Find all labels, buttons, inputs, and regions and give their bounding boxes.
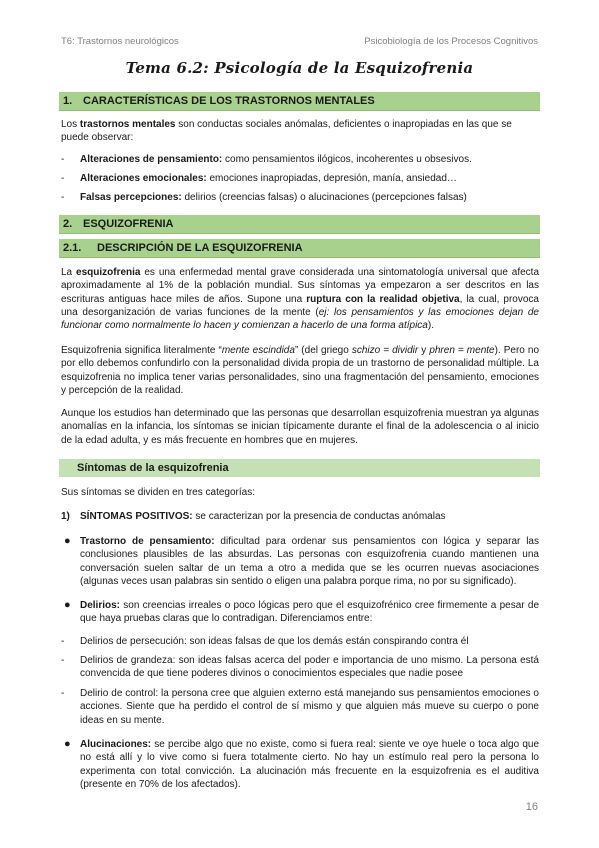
paragraph-onset: Aunque los estudios han determinado que las personas que desarrollan esquizofrenia muestran ya algunas anomalías en la infancia, los síntomas se inician típicamente durante el final de la adolescencia o al inicio de la edad adulta, y es más frecuente en hombres que en mujeres.: [61, 408, 539, 446]
list-item: - Delirios de grandeza: son ideas falsas acerca del poder e importancia de uno mismo. La persona está convencida de que tiene poderes divinos o conocimientos especiales que nadie posee: [61, 655, 539, 680]
category-positive: 1) SÍNTOMAS POSITIVOS: se caracterizan por la presencia de conductas anómalas: [61, 511, 446, 522]
bullet-delusions: ● Delirios: son creencias irreales o poco lógicas pero que el esquizofrénico cree firmemente a pesar de que haya pruebas claras que lo contradigan. Diferenciamos entre:: [64, 599, 539, 625]
section-1-heading: [59, 92, 540, 111]
section-2-1-number: 2.1.: [63, 242, 82, 254]
section-1-title: CARACTERÍSTICAS DE LOS TRASTORNOS MENTALES: [83, 95, 375, 107]
section-2-title: ESQUIZOFRENIA: [83, 218, 174, 230]
bullet-hallucinations: ● Alucinaciones: se percibe algo que no existe, como si fuera real: siente ve oye huele o toca algo que no está allí y lo vive como si fuera totalmente cierto. No hay un estímulo real pero la persona lo experimenta con total convicción. La alucinación más frecuente en la esquizofrenia es el auditiva (presente en 70% de los afectados).: [64, 738, 539, 790]
symptoms-intro: Sus síntomas se dividen en tres categorías:: [61, 487, 255, 498]
bullet-thought-disorder: ● Trastorno de pensamiento: dificultad para ordenar sus pensamientos con lógica y separar las conclusiones plausibles de las absurdas. Las personas con esquizofrenia cuando mantienen una conversación suelen saltar de un tema a otro a medida que se les ocurren nuevas asociaciones (algunas veces usan palabras sin sentido o eligen una palabra porque rima, no por su significado).: [64, 535, 539, 587]
section-1-number: 1.: [63, 95, 73, 107]
section-2-heading: [59, 215, 540, 234]
header-left: T6: Trastornos neurológicos: [61, 36, 179, 47]
list-item: - Delirios de persecución: son ideas falsas de que los demás están conspirando contra él: [61, 636, 469, 647]
page-title: Tema 6.2: Psicología de la Esquizofrenia: [125, 59, 474, 77]
section-2-1-heading: [59, 239, 540, 258]
section-1-intro: Los trastornos mentales son conductas sociales anómalas, deficientes o inapropiadas en las que se puede observar:: [61, 119, 512, 144]
paragraph-definition: La esquizofrenia es una enfermedad mental grave considerada una sintomatología universal que afecta aproximadamente al 1% de la población mundial. Sus síntomas ya empezaron a ser descritos en las escrituras antiguas hace miles de años. Supone una ruptura con la realidad objetiva, la cual, provoca una desorganización de varias funciones de la mente (ej: los pensamientos y las emociones dejan de funcionar como normalmente lo hacen y comienzan a hacerlo de una forma atípica).: [61, 267, 540, 332]
paragraph-etymology: Esquizofrenia significa literalmente “mente escindida” (del griego schizo = dividir y phren = mente). Pero no por ello debemos confundirlo con la personalidad divida propia de un trastorno de personalidad múltiple. La esquizofrenia no implica tener varias personalidades, sino una fragmentación del pensamiento, emociones y percepción de la realidad.: [61, 345, 540, 396]
section-2-1-title: DESCRIPCIÓN DE LA ESQUIZOFRENIA: [97, 242, 303, 254]
list-item: - Delirio de control: la persona cree que alguien externo está manejando sus pensamientos emociones o acciones. Siente que ha perdido el control de sí mismo y que alguien más mueve su cuerpo o pone ideas en su mente.: [61, 688, 539, 726]
symptoms-heading: Síntomas de la esquizofrenia: [59, 459, 540, 477]
header-right: Psicobiología de los Procesos Cognitivos: [364, 36, 538, 47]
list-item: - Alteraciones de pensamiento: como pensamientos ilógicos, incoherentes u obsesivos.: [61, 154, 472, 165]
section-2-number: 2.: [63, 218, 73, 230]
page-number: 16: [525, 801, 538, 813]
list-item: - Alteraciones emocionales: emociones inapropiadas, depresión, manía, ansiedad…: [61, 173, 457, 184]
list-item: - Falsas percepciones: delirios (creencias falsas) o alucinaciones (percepciones falsas): [61, 192, 467, 203]
